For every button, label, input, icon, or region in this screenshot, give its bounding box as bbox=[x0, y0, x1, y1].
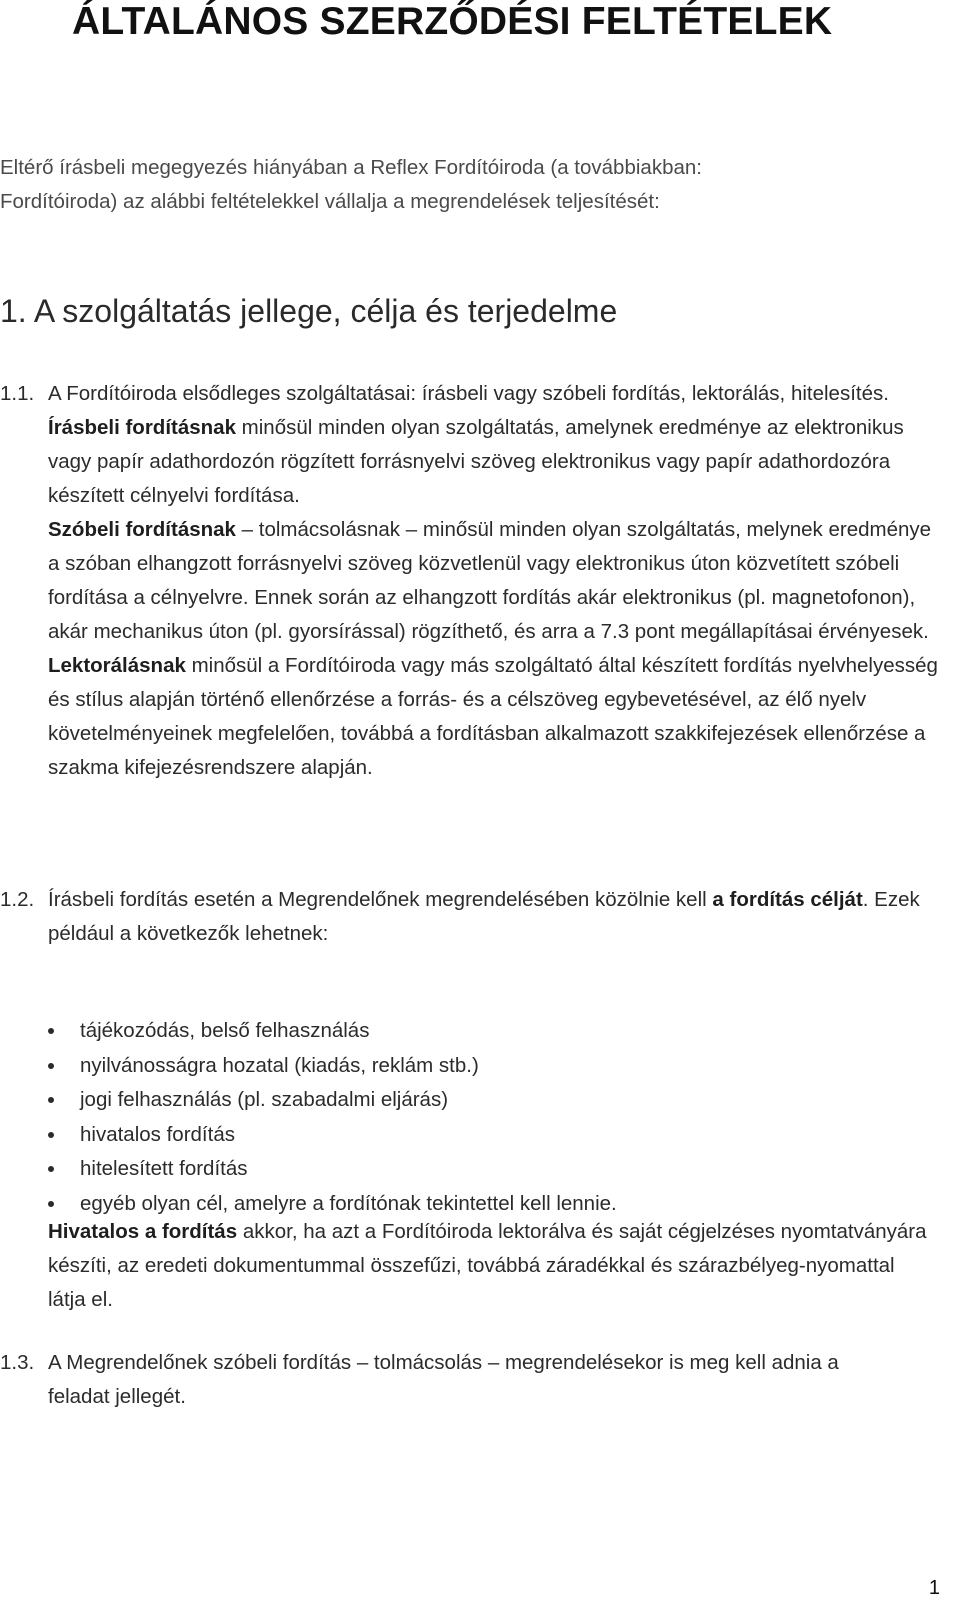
bullet-icon bbox=[48, 1097, 54, 1103]
list-item bbox=[0, 1083, 900, 1118]
definition-szobeli bbox=[48, 513, 945, 649]
clause-body bbox=[48, 377, 945, 785]
clause-1-1 bbox=[0, 377, 945, 785]
list-item bbox=[0, 1014, 900, 1049]
page-title: ÁLTALÁNOS SZERZŐDÉSI FELTÉTELEK bbox=[72, 0, 833, 43]
hivatalos-text bbox=[48, 1215, 928, 1317]
bullet-icon bbox=[48, 1166, 54, 1172]
section-1-heading: 1. A szolgáltatás jellege, célja és terjedelme bbox=[0, 293, 618, 329]
clause-body bbox=[48, 883, 945, 951]
bullet-icon bbox=[48, 1028, 54, 1034]
clause-1-3 bbox=[0, 1346, 945, 1414]
clause-number: 1.1. bbox=[0, 382, 35, 405]
intro-paragraph bbox=[0, 151, 950, 219]
bullet-icon bbox=[48, 1132, 54, 1138]
page-number: 1 bbox=[928, 1577, 940, 1599]
clause-number: 1.2. bbox=[0, 888, 35, 911]
clause-1-2-text bbox=[48, 883, 945, 951]
definition-szobeli-text: – tolmácsolásnak – minősül minden olyan szolgáltatás, melynek eredménye a szóban elhangzott forrásnyelvi szöveg közvetlenül vagy elektronikus úton közvetített szóbeli fordítása a célnyelvre. Ennek során az elhangzott fordítás akár elektronikus (pl. magnetofonon), akár mechanikus úton (pl. gyorsírással) rögzíthető, és arra a 7.3 pont megállapításai érvényesek. bbox=[48, 518, 932, 643]
bullet-icon bbox=[48, 1201, 54, 1207]
list-item-text: tájékozódás, belső felhasználás bbox=[80, 1019, 370, 1042]
list-item-text: nyilvánosságra hozatal (kiadás, reklám stb.) bbox=[80, 1053, 479, 1077]
list-item-text: hitelesített fordítás bbox=[80, 1157, 248, 1180]
hivatalos-text-rest: akkor, ha azt a Fordítóiroda lektorálva és saját cégjelzéses nyomtatványára készíti, az eredeti dokumentummal összefűzi, továbbá záradékkal és szárazbélyeg-nyomattal látja el. bbox=[48, 1220, 927, 1311]
list-item bbox=[0, 1118, 900, 1153]
clause-body bbox=[48, 1346, 945, 1414]
list-item bbox=[0, 1049, 900, 1084]
intro-line-1: Eltérő írásbeli megegyezés hiányában a Reflex Fordítóiroda (a továbbiakban: bbox=[0, 156, 702, 179]
term-hivatalos: Hivatalos a fordítás bbox=[48, 1220, 238, 1243]
clause-1-2-bold: a fordítás célját bbox=[712, 888, 863, 911]
clause-1-3-text: A Megrendelőnek szóbeli fordítás – tolmácsolás – megrendelésekor is meg kell adnia a feladat jellegét. bbox=[48, 1351, 839, 1408]
term-szobeli: Szóbeli fordításnak bbox=[48, 518, 236, 541]
clause-1-2-text-start: Írásbeli fordítás esetén a Megrendelőnek megrendelésében közölnie kell bbox=[48, 888, 713, 911]
definition-lektoralas-text: minősül a Fordítóiroda vagy más szolgáltató által készített fordítás nyelvhelyesség és stílus alapján történő ellenőrzése a forrás- és a célszöveg egybevetésével, az élő nyelv követelményeinek megfelelően, továbbá a fordításban alkalmazott szakkifejezések ellenőrzése a szakma kifejezésrendszere alapján. bbox=[48, 654, 938, 779]
list-item bbox=[0, 1152, 900, 1187]
clause-1-2 bbox=[0, 883, 945, 951]
definition-irasbeli-text: minősül minden olyan szolgáltatás, amelynek eredménye az elektronikus vagy papír adathordozón rögzített forrásnyelvi szöveg elektronikus vagy papír adathordozóra készített célnyelvi fordítása. bbox=[48, 416, 904, 507]
purpose-list bbox=[0, 1014, 900, 1221]
clause-1-2-text-end: . Ezek például a következők lehetnek: bbox=[48, 888, 920, 945]
list-item-text: hivatalos fordítás bbox=[80, 1122, 235, 1146]
bullet-icon bbox=[48, 1063, 54, 1069]
clause-number: 1.3. bbox=[0, 1351, 35, 1374]
hivatalos-paragraph bbox=[48, 1215, 928, 1317]
intro-line-2: Fordítóiroda) az alábbi feltételekkel vállalja a megrendelések teljesítését: bbox=[0, 190, 660, 213]
definition-irasbeli bbox=[48, 411, 945, 513]
list-item-text: egyéb olyan cél, amelyre a fordítónak tekintettel kell lennie. bbox=[80, 1191, 617, 1215]
term-lektoralas: Lektorálásnak bbox=[48, 654, 186, 677]
list-item-text: jogi felhasználás (pl. szabadalmi eljárás) bbox=[80, 1088, 449, 1111]
term-irasbeli: Írásbeli fordításnak bbox=[48, 416, 236, 439]
definition-lektoralas bbox=[48, 649, 945, 785]
clause-1-1-intro: A Fordítóiroda elsődleges szolgáltatásai: írásbeli vagy szóbeli fordítás, lektorálás, hitelesítés. bbox=[48, 382, 889, 405]
